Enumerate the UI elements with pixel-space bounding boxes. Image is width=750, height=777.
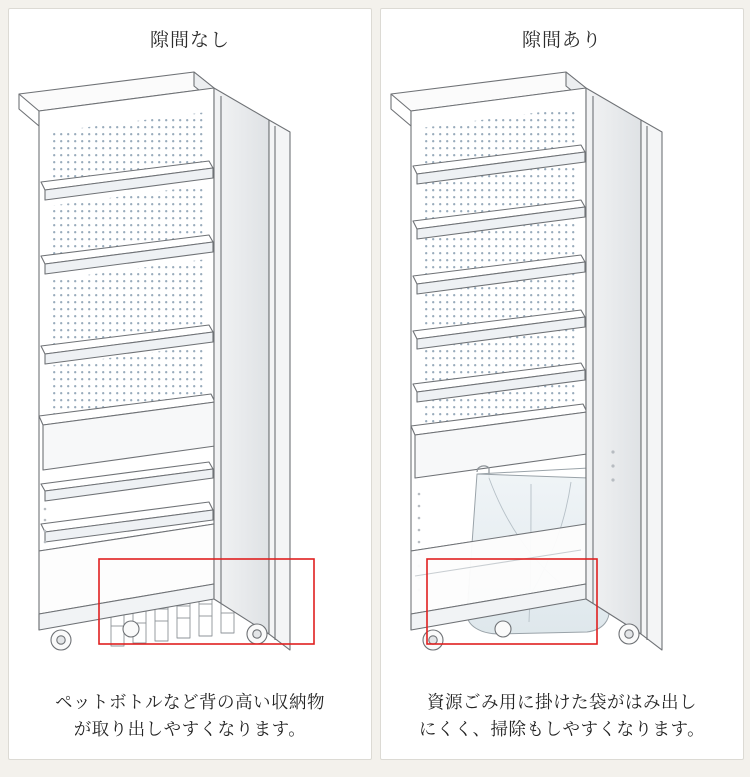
caption-line-2: が取り出しやすくなります。 — [73, 718, 307, 739]
panel-title-no-gap: 隙間なし — [149, 30, 230, 51]
panel-with-gap — [380, 8, 744, 760]
caption-with-gap — [381, 689, 743, 743]
caption-line-1: ペットボトルなど背の高い収納物 — [55, 691, 325, 712]
caption-line-2: にくく、掃除もしやすくなります。 — [418, 718, 706, 739]
diagram-with-gap — [381, 54, 743, 654]
panel-no-gap — [8, 8, 372, 760]
diagram-no-gap — [9, 54, 371, 654]
panel-title-with-gap: 隙間あり — [521, 30, 602, 51]
caption-no-gap — [9, 689, 371, 743]
caption-line-1: 資源ごみ用に掛けた袋がはみ出し — [427, 691, 697, 712]
